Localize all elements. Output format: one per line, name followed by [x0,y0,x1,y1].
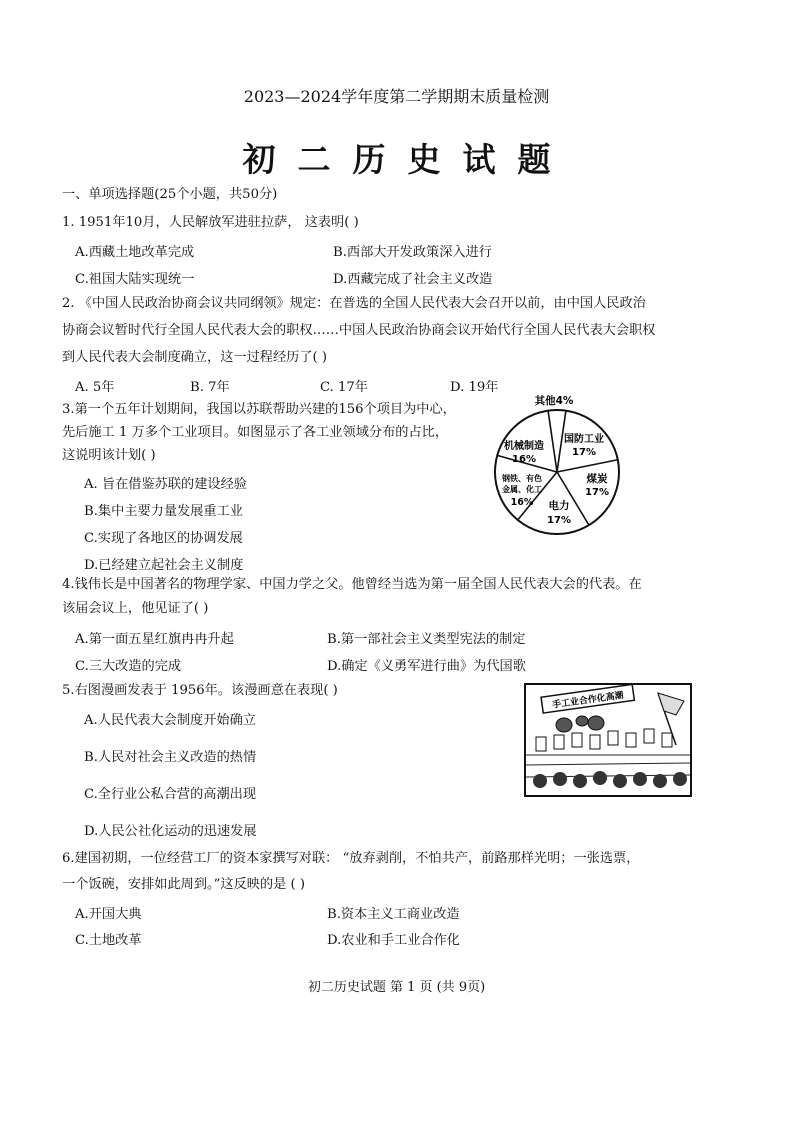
exam-subtitle: 2023—2024学年度第二学期期末质量检测 [243,87,550,106]
section-title: 一、单项选择题(25个小题，共50分) [62,187,278,202]
q4-line-1: 4.钱伟长是中国著名的物理学家、中国力学之父。他曾经当选为第一届全国人民代表大会的代表。在 [62,577,642,592]
pie-pct-steel: 16% [510,497,534,508]
q2-line-3: 到人民代表大会制度确立，这一过程经历了( ) [62,350,328,365]
pie-label-machinery: 机械制造 [504,441,544,452]
q4-option-b: B.第一部社会主义类型宪法的制定 [327,632,526,647]
q4-option-a: A.第一面五星红旗冉冉升起 [75,632,234,647]
q6-line-1: 6.建国初期，一位经营工厂的资本家撰写对联： “放弃剥削，不怕共产，前路那样光明；一张选票， [62,851,640,866]
industry-pie-chart [492,392,622,542]
q6-option-d: D.农业和手工业合作化 [327,933,460,948]
q6-line-2: 一个饭碗，安排如此周到。”这反映的是 ( ) [62,877,306,892]
pie-pct-power: 17% [547,515,571,526]
q2-line-2: 协商会议暂时代行全国人民代表大会的职权……中国人民政治协商会议开始代行全国人民代表大会职权 [62,323,656,338]
pie-label-coal: 煤炭 [586,473,608,485]
q5-option-a: A.人民代表大会制度开始确立 [84,713,256,728]
pie-label-other: 其他4% [534,395,574,407]
q2-option-d: D. 19年 [450,380,499,395]
q5-option-d: D.人民公社化运动的迅速发展 [84,824,257,839]
q3-line-2: 先后施工 1 万多个工业项目。如图显示了各工业领域分布的占比， [62,425,449,440]
q2-option-c: C. 17年 [320,380,368,395]
q1-option-a: A.西藏土地改革完成 [75,245,195,260]
cartoon-banner-text: 手工业合作化高潮 [551,690,625,711]
q3-line-1: 3.第一个五年计划期间，我国以苏联帮助兴建的156个项目为中心， [62,402,456,417]
q3-option-a: A. 旨在借鉴苏联的建设经验 [84,477,247,492]
q3-line-3: 这说明该计划( ) [62,448,156,463]
q6-option-b: B.资本主义工商业改造 [327,907,460,922]
cartoon-drawing [526,685,690,795]
page-footer: 初二历史试题 第 1 页 (共 9页) [307,980,486,995]
q5-option-b: B.人民对社会主义改造的热情 [84,750,257,765]
pie-pct-defense: 17% [572,447,596,458]
pie-label-power: 电力 [548,500,570,512]
q5-option-c: C.全行业公私合营的高潮出现 [84,787,257,802]
q2-line-1: 2. 《中国人民政治协商会议共同纲领》规定：在普选的全国人民代表大会召开以前，由中国人民政治 [62,296,646,311]
q1-option-c: C.祖国大陆实现统一 [75,272,195,287]
q1-stem: 1. 1951年10月，人民解放军进驻拉萨， 这表明( ) [62,215,359,230]
q3-option-d: D.已经建立起社会主义制度 [84,558,244,573]
q4-line-2: 该届会议上，他见证了( ) [62,601,209,616]
pie-pct-machinery: 16% [512,454,536,465]
q6-option-c: C.土地改革 [75,933,142,948]
pie-svg [492,392,622,542]
q4-option-d: D.确定《义勇军进行曲》为代国歌 [327,659,526,674]
q2-option-b: B. 7年 [190,380,230,395]
q6-option-a: A.开国大典 [75,907,142,922]
q5-stem: 5.右图漫画发表于 1956年。该漫画意在表现( ) [62,683,338,698]
exam-title: 初二历史试题 [242,140,573,179]
q1-option-b: B.西部大开发政策深入进行 [333,245,492,260]
pie-label-steel-1: 钢铁、有色 [502,474,542,483]
q1-option-d: D.西藏完成了社会主义改造 [333,272,493,287]
q3-option-b: B.集中主要力量发展重工业 [84,504,243,519]
q3-option-c: C.实现了各地区的协调发展 [84,531,243,546]
pie-label-steel-2: 金属、化工 [502,485,542,494]
pie-label-defense: 国防工业 [564,434,604,445]
q4-option-c: C.三大改造的完成 [75,659,182,674]
pie-pct-coal: 17% [585,487,609,498]
cartoon-image [524,683,692,797]
q2-option-a: A. 5年 [75,380,115,395]
